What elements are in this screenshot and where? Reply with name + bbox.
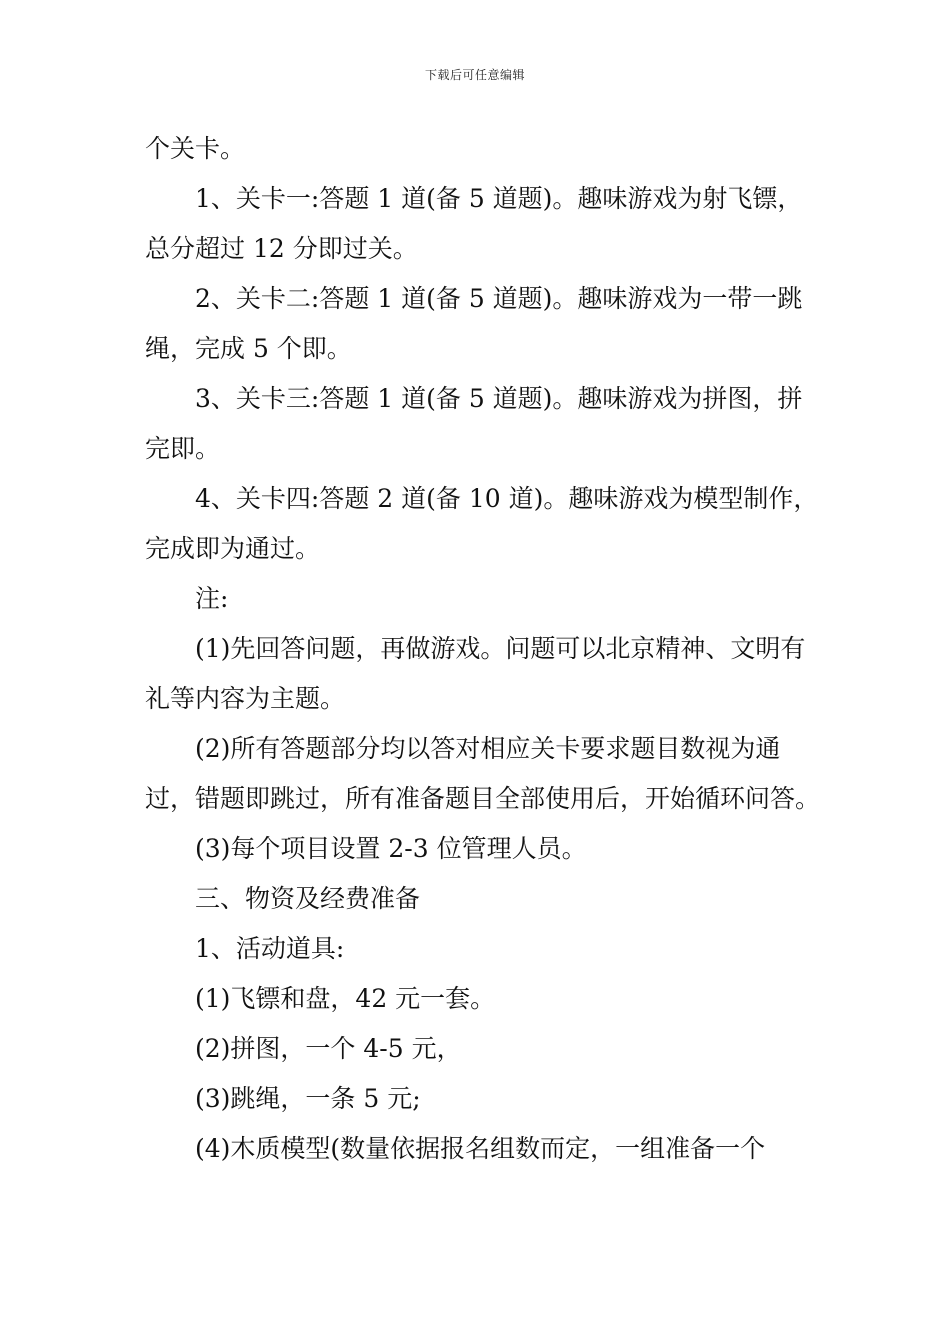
subsection-props: 1、活动道具: [195, 934, 345, 963]
document-body [145, 124, 825, 1174]
paragraph-level-3: 3、关卡三:答题 1 道(备 5 道题)。趣味游戏为拼图，拼完即。 [145, 384, 803, 463]
page-header: 下载后可任意编辑 [424, 68, 525, 82]
note-item-1: (1)先回答问题，再做游戏。问题可以北京精神、文明有礼等内容为主题。 [145, 634, 806, 713]
paragraph-level-1: 1、关卡一:答题 1 道(备 5 道题)。趣味游戏为射飞镖，总分超过 12 分即过关。 [145, 184, 803, 263]
paragraph-level-2: 2、关卡二:答题 1 道(备 5 道题)。趣味游戏为一带一跳绳，完成 5 个即。 [145, 284, 803, 363]
note-item-3: (3)每个项目设置 2-3 位管理人员。 [195, 834, 587, 863]
paragraph-level-4: 4、关卡四:答题 2 道(备 10 道)。趣味游戏为模型制作，完成即为通过。 [145, 484, 819, 563]
prop-item-1: (1)飞镖和盘，42 元一套。 [195, 984, 496, 1013]
note-item-2: (2)所有答题部分均以答对相应关卡要求题目数视为通过，错题即跳过，所有准备题目全部使用后，开始循环问答。 [145, 734, 821, 813]
paragraph-continuation: 个关卡。 [145, 134, 246, 163]
prop-item-3: (3)跳绳，一条 5 元; [195, 1084, 421, 1113]
prop-item-4: (4)木质模型(数量依据报名组数而定，一组准备一个 [195, 1134, 766, 1163]
prop-item-2: (2)拼图，一个 4-5 元， [195, 1034, 462, 1063]
section-heading-materials: 三、物资及经费准备 [195, 884, 421, 913]
note-heading: 注: [195, 584, 229, 613]
